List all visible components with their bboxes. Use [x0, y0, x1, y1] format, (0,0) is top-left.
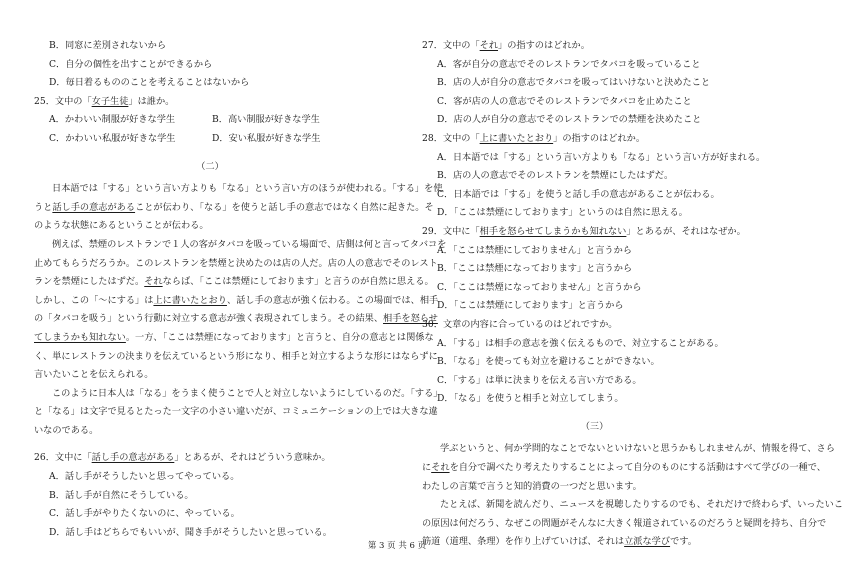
q26-option-c[interactable]: C．話し手がやりたくないのに、やっている。: [49, 508, 240, 520]
passage-line: ランを禁煙にしたはずだ。それならば、「ここは禁煙にしております」と言うのが自然に思える。: [34, 276, 434, 288]
passage-line: 例えば、禁煙のレストランで１人の客がタバコを吸っている場面で、店側は何と言ってタバコを: [52, 238, 447, 250]
question-30: 30．文章の内容に合っているのはどれですか。: [422, 318, 618, 330]
q29-option-b[interactable]: B．「ここは禁煙になっております」と言うから: [437, 263, 633, 275]
page-number-footer: 第 3 页 共 6 页: [367, 541, 427, 551]
q28-option-b[interactable]: B．店の人の意志でそのレストランを禁煙にしたはずだ。: [437, 170, 674, 182]
section-2-title: （二）: [196, 160, 224, 172]
passage-line: このように日本人は「なる」をうまく使うことで人と対立しないようにしているのだ。「する」: [52, 387, 443, 399]
q29-option-a[interactable]: A．「ここは禁煙にしておりません」と言うから: [437, 244, 632, 256]
q25-option-b[interactable]: B．高い制服が好きな学生: [212, 114, 320, 126]
passage-line: 止めてもらうだろうか。このレストランを禁煙と決めたのは店の人だ。店の人の意志でそのレスト: [34, 257, 438, 269]
q26-option-b[interactable]: B．話し手が自然にそうしている。: [49, 489, 194, 501]
passage-line: の「タバコを吸う」という行動に対立する意志が強く表現されてしまう。その結果、相手を怒らせ: [34, 313, 438, 325]
q27-option-a[interactable]: A．客が自分の意志でそのレストランでタバコを吸っていること: [437, 58, 701, 70]
passage-line: の原因は何だろう、なぜこの問題がそんなに大きく報道されているのだろうと疑問を持ち、自分で: [422, 517, 827, 529]
passage-2: [34, 180, 447, 440]
passage-line: わたしの言葉で言うと知的消費の一つだと思います。: [422, 480, 642, 492]
question-25: 25．文中の「女子生徒」は誰か。: [34, 95, 175, 107]
q30-option-c[interactable]: C．「する」は単に決まりを伝える言い方である。: [437, 374, 642, 386]
q25-option-c[interactable]: C．かわいい私服が好きな学生: [49, 132, 176, 144]
passage-line: しかし、この「～にする」は上に書いたとおり、話し手の意志が強く伝わる。この場面では、相手: [34, 294, 439, 306]
passage-line: く、単にレストランの決まりを伝えているという形になり、相手と対立するような形にはならずに: [34, 350, 438, 362]
q25-options-row-2: [34, 130, 386, 149]
passage-line: 筋道（道理、条理）を作り上げていけば、それは立派な学びです。: [422, 536, 697, 548]
passage-line: 学ぶというと、何か学問的なことでないといけないと思うかもしれませんが、情報を得て、さら: [440, 443, 835, 455]
passage-line: てしまうかも知れない。一方、「ここは禁煙になっております」と言うと、自分の意志とは関係な: [34, 331, 434, 343]
question-26: 26．文中に「話し手の意志がある」とあるが、それはどういう意味か。: [34, 452, 331, 464]
passage-line: と「なる」は文字で見るとたった一文字の小さい違いだが、コミュニケーションの上では大きな違: [34, 406, 438, 418]
q27-option-d[interactable]: D．店の人が自分の意志でそのレストランでの禁煙を決めたこと: [437, 114, 702, 126]
q28-option-c[interactable]: C．日本語では「する」を使うと話し手の意志があることが伝わる。: [437, 188, 720, 200]
q25-options-row-1: [34, 111, 386, 130]
q27-option-b[interactable]: B．店の人が自分の意志でタバコを吸ってはいけないと決めたこと: [437, 77, 711, 89]
q26-option-a[interactable]: A．話し手がそうしたいと思ってやっている。: [49, 471, 240, 483]
q30-option-d[interactable]: D．「なる」を使うと相手と対立してしまう。: [437, 393, 624, 405]
question-28: 28．文中の「上に書いたとおり」の指すのはどれか。: [422, 132, 646, 144]
passage-line: うと話し手の意志があることが伝わり、「なる」を使うと話し手の意志ではなく自然に起きた。そ: [34, 201, 434, 213]
q29-option-d[interactable]: D．「ここは禁煙にしております」と言うから: [437, 300, 624, 312]
q24-option-d[interactable]: D．毎日着るもののことを考えることはないから: [49, 77, 250, 89]
q25-option-a[interactable]: A．かわいい制服が好きな学生: [49, 114, 176, 126]
question-29: 29．文中に「相手を怒らせてしまうかも知れない」とあるが、それはなぜか。: [422, 225, 746, 237]
q24-option-c[interactable]: C．自分の個性を出すことができるから: [49, 58, 213, 70]
question-27: 27．文中の「それ」の指すのはどれか。: [422, 40, 590, 51]
left-column: [34, 37, 447, 542]
q30-option-b[interactable]: B．「なる」を使っても対立を避けることができない。: [437, 356, 660, 368]
passage-line: いなのである。: [34, 424, 99, 436]
q28-option-a[interactable]: A．日本語では「する」という言い方よりも「なる」という言い方が好まれる。: [437, 151, 766, 163]
q24-option-b[interactable]: B．同窓に差別されないから: [49, 40, 167, 51]
section-3-title: （三）: [580, 420, 609, 432]
q29-option-c[interactable]: C．「ここは禁煙になっておりません」と言うから: [437, 281, 642, 293]
q26-option-d[interactable]: D．話し手はどちらでもいいが、聞き手がそうしたいと思っている。: [49, 526, 332, 538]
passage-line: のような状態にあるということが伝わる。: [34, 220, 209, 232]
passage-3: [422, 440, 843, 552]
q30-option-a[interactable]: A．「する」は相手の意志を強く伝えるもので、対立することがある。: [437, 337, 724, 349]
q25-option-d[interactable]: D．安い私服が好きな学生: [212, 132, 321, 144]
passage-line: 言いたいことを伝えられる。: [34, 369, 154, 381]
passage-line: にそれを自分で調べたり考えたりすることによって自分のものにする活動はすべて学びの一種で、: [422, 462, 826, 474]
q28-option-d[interactable]: D．「ここは禁煙にしております」というのは自然に思える。: [437, 207, 688, 219]
passage-line: 日本語では「する」という言い方よりも「なる」という言い方のほうが使われる。「する」を使: [52, 183, 443, 195]
passage-line: たとえば、新聞を読んだり、ニュースを視聴したりするのでも、それだけで終わらず、いったいこ: [440, 499, 843, 511]
q27-option-c[interactable]: C．客が店の人の意志でそのレストランでタバコを止めたこと: [437, 95, 692, 107]
right-column: [422, 37, 843, 552]
